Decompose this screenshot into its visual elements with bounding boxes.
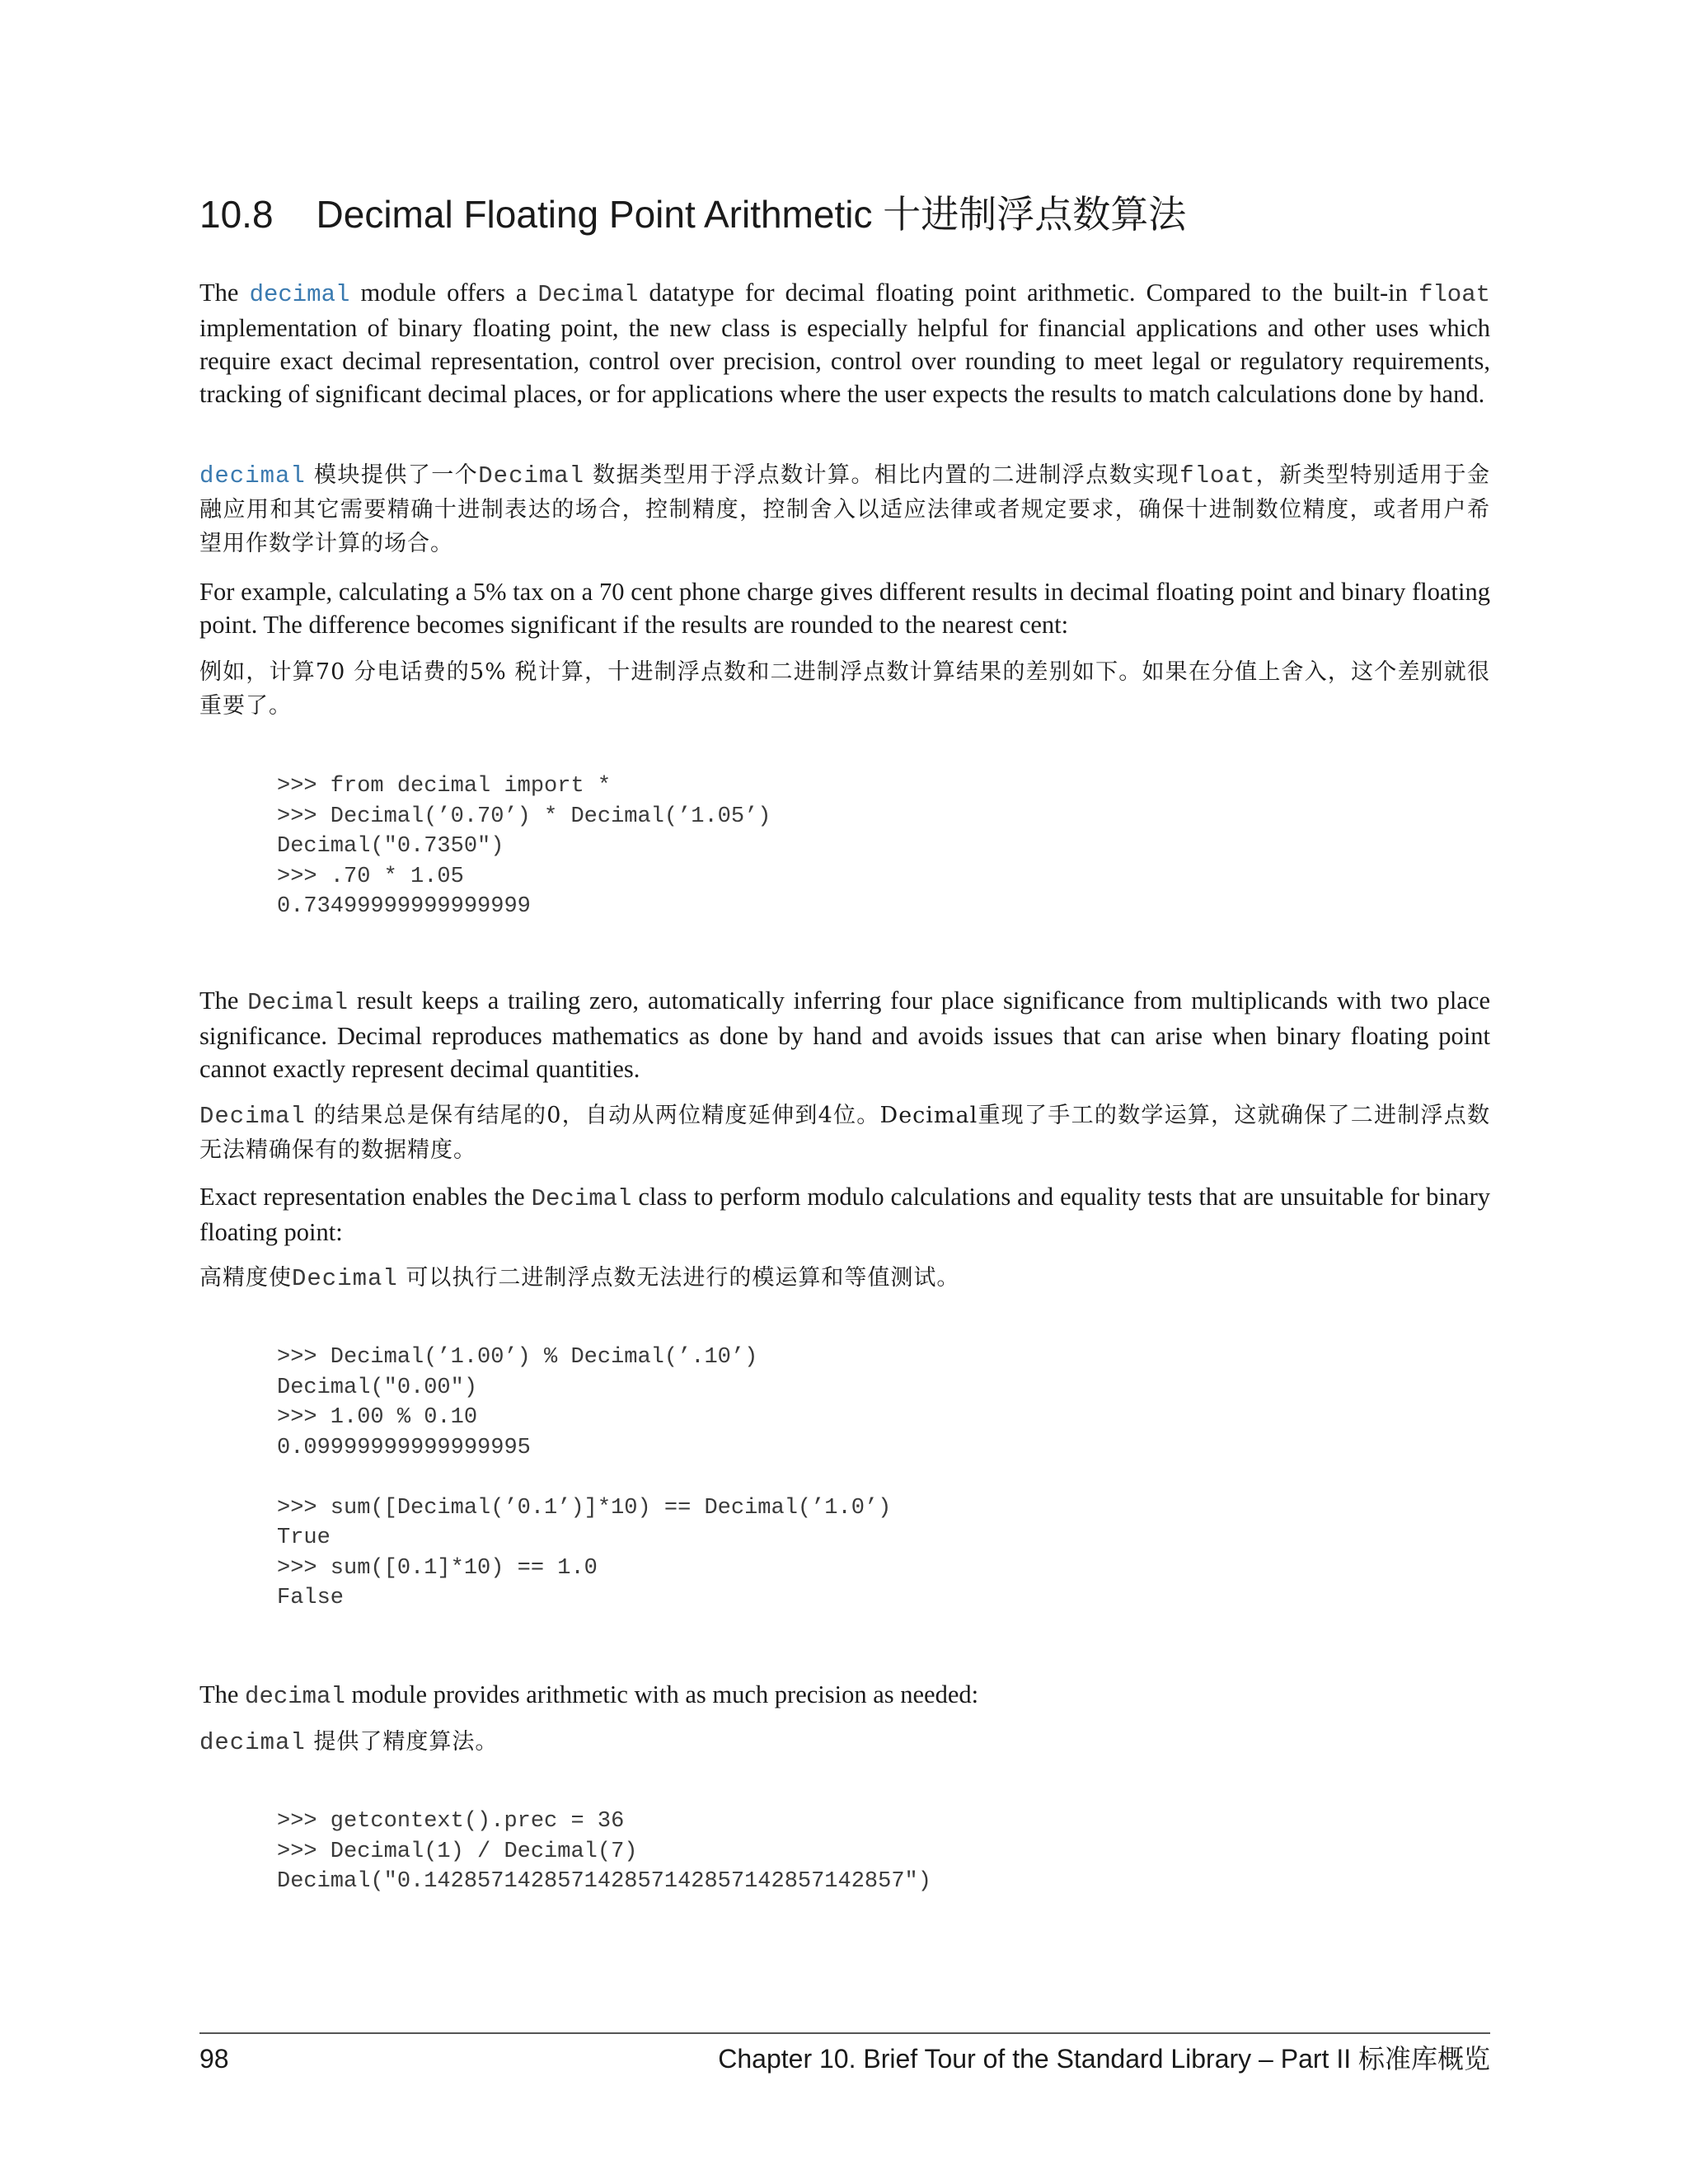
paragraph-trailing-zero — [199, 984, 1490, 1085]
paragraph-precision — [199, 1678, 1490, 1713]
text-run: result keeps a trailing zero, automatically inferring four place significance from multiplicands with two place significance. Decimal reproduces mathematics as done by hand and avoids issues that can arise when binary floating point cannot exactly represent decimal quantities. — [199, 987, 1490, 1083]
text-run: 提供了精度算法。 — [305, 1729, 499, 1755]
text-run: The — [199, 279, 250, 307]
code-block-tax-example — [277, 771, 771, 922]
paragraph-example — [199, 575, 1490, 641]
code-line: Decimal("0.7350") — [277, 834, 504, 859]
inline-code-decimal-class: Decimal — [478, 462, 585, 490]
code-line — [277, 1463, 891, 1493]
decimal-module-link[interactable]: decimal — [249, 281, 350, 308]
code-line: >>> sum([Decimal(’0.1’)]*10) == Decimal(’1.0’) — [277, 1495, 892, 1521]
inline-code-decimal-class: Decimal — [292, 1265, 398, 1292]
text-run: module provides arithmetic with as much precision as needed: — [345, 1680, 979, 1708]
section-title: Decimal Floating Point Arithmetic 十进制浮点数算法 — [316, 193, 1187, 236]
code-block-modulo-example — [277, 1343, 891, 1614]
inline-code-decimal-class: Decimal — [199, 1103, 306, 1130]
text-run: The — [199, 987, 248, 1015]
text-run: class to perform modulo calculations and equality tests that are unsuitable for binary floating point: — [199, 1183, 1490, 1246]
paragraph-intro — [199, 276, 1490, 410]
inline-code-float: float — [1179, 462, 1256, 490]
paragraph-example-zh — [199, 655, 1490, 723]
inline-code-decimal-module: decimal — [245, 1683, 345, 1710]
code-line: >>> getcontext().prec = 36 — [277, 1809, 625, 1834]
paragraph-exact-representation-zh — [199, 1261, 1490, 1296]
text-run: 高精度使 — [199, 1265, 292, 1291]
code-block-precision-example — [277, 1807, 931, 1897]
inline-code-decimal-class: Decimal — [537, 281, 639, 308]
code-line: 0.73499999999999999 — [277, 894, 531, 919]
decimal-module-link-zh[interactable]: decimal — [199, 462, 306, 490]
page-number: 98 — [199, 2044, 229, 2074]
text-run: 的结果总是保有结尾的0，自动从两位精度延伸到4位。Decimal重现了手工的数学运算，这就确保了二进制浮点数无法精确保有的数据精度。 — [199, 1103, 1490, 1163]
code-line: >>> Decimal(’1.00’) % Decimal(’.10’) — [277, 1345, 758, 1370]
inline-code-decimal-module: decimal — [199, 1729, 306, 1756]
text-run: ，新类型特别适用于金融应用和其它需要精确十进制表达的场合，控制精度，控制舍入以适应法律或者规定要求，确保十进制数位精度，或者用户希望用作数学计算的场合。 — [199, 462, 1490, 556]
text-run: 模块提供了一个 — [305, 462, 479, 488]
text-run: Exact representation enables the — [199, 1183, 532, 1211]
paragraph-trailing-zero-zh — [199, 1099, 1490, 1167]
code-line: 0.09999999999999995 — [277, 1435, 531, 1460]
code-line: True — [277, 1526, 331, 1550]
text-run: datatype for decimal floating point arithmetic. Compared to the built-in — [638, 279, 1418, 307]
code-line: False — [277, 1586, 345, 1610]
paragraph-intro-zh — [199, 458, 1490, 560]
text-run: 可以执行二进制浮点数无法进行的模运算和等值测试。 — [397, 1265, 960, 1291]
section-heading — [199, 188, 1186, 241]
section-number: 10.8 — [199, 193, 274, 236]
running-footer-chapter: Chapter 10. Brief Tour of the Standard Library – Part II 标准库概览 — [718, 2044, 1490, 2074]
text-run: 例如，计算70 分电话费的5% 税计算，十进制浮点数和二进制浮点数计算结果的差别如下。如果在分值上舍入，这个差别就很重要了。 — [199, 659, 1490, 719]
code-line: >>> sum([0.1]*10) == 1.0 — [277, 1555, 598, 1581]
inline-code-decimal-class: Decimal — [247, 989, 349, 1016]
inline-code-decimal-class: Decimal — [531, 1185, 632, 1212]
code-line: >>> .70 * 1.05 — [277, 864, 464, 889]
footer-divider — [199, 2032, 1490, 2034]
code-line: Decimal("0.00") — [277, 1375, 478, 1400]
inline-code-float: float — [1418, 281, 1490, 308]
text-run: module offers a — [349, 279, 538, 307]
code-line: >>> 1.00 % 0.10 — [277, 1405, 478, 1430]
text-run: For example, calculating a 5% tax on a 70 cent phone charge gives different results in decimal floating point and binary floating point. The difference becomes significant if the results are rounded to the nearest cent: — [199, 578, 1490, 639]
code-line: >>> Decimal(’0.70’) * Decimal(’1.05’) — [277, 804, 771, 829]
text-run: The — [199, 1680, 246, 1708]
code-line: Decimal("0.142857142857142857142857142857142857") — [277, 1869, 931, 1894]
paragraph-exact-representation — [199, 1180, 1490, 1249]
text-run: implementation of binary floating point, the new class is especially helpful for financial applications and other uses which require exact decimal representation, control over precision, control over rounding to meet legal or regulatory requirements, tracking of significant decimal places, or for applications where the user expects the results to match calculations done by hand. — [199, 314, 1490, 408]
text-run: 数据类型用于浮点数计算。相比内置的二进制浮点数实现 — [584, 462, 1180, 488]
code-line: >>> Decimal(1) / Decimal(7) — [277, 1839, 638, 1864]
paragraph-precision-zh — [199, 1725, 1490, 1760]
code-line: >>> from decimal import * — [277, 774, 612, 799]
document-page — [199, 0, 1490, 2184]
